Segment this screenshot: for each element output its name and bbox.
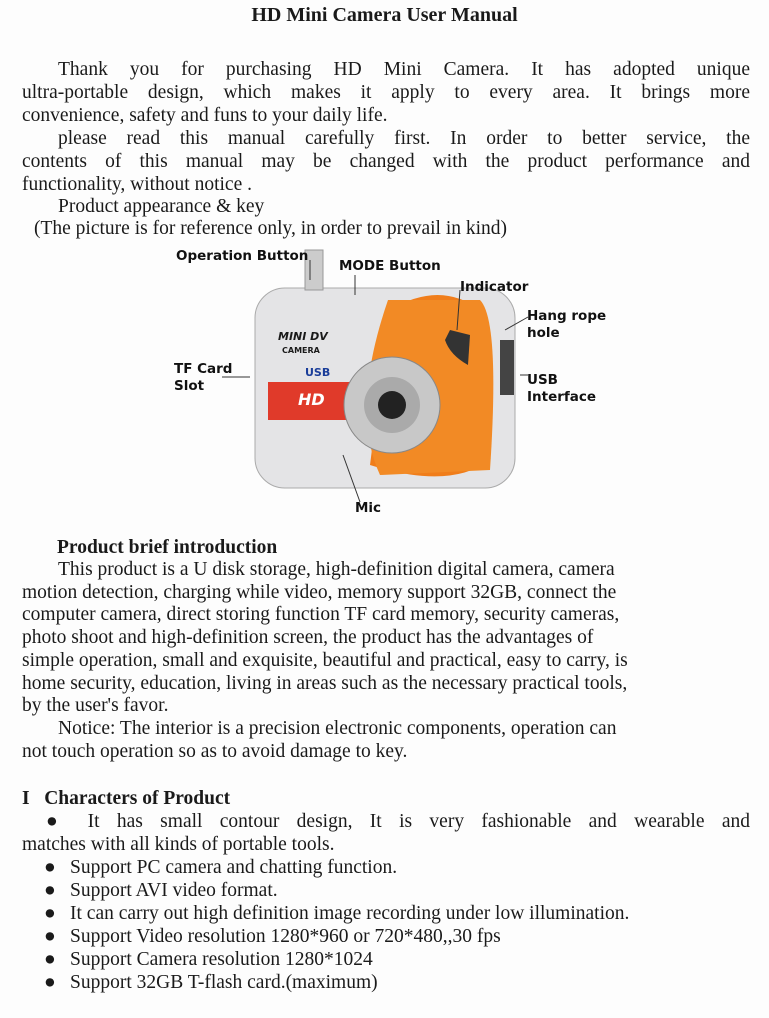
text-line: simple operation, small and exquisite, beautiful and practical, easy to carry, is [22, 649, 628, 671]
mic-label: Mic [355, 500, 382, 516]
indicator-label: Indicator [460, 279, 529, 295]
text-line: contents of this manual may be changed with the product performance and [22, 151, 750, 172]
bullet-icon: ● [46, 811, 88, 832]
label-line: hole [527, 325, 560, 341]
label-line: TF Card [174, 361, 233, 377]
intro-paragraph-2 [22, 127, 750, 196]
tf-card-label [174, 361, 232, 395]
section-title: I Characters of Product [22, 788, 231, 809]
text-line: Thank you for purchasing HD Mini Camera. It has adopted unique [58, 59, 750, 80]
list-item [22, 971, 750, 994]
brief-paragraph [22, 559, 722, 763]
bullet-icon: ● [44, 949, 56, 970]
bullet-icon: ● [44, 880, 56, 901]
list-item [22, 948, 750, 971]
text-line: functionality, without notice . [22, 174, 252, 195]
bullet-icon: ● [44, 926, 56, 947]
text-line: It has small contour design, It is very fashionable and wearable and [87, 811, 750, 832]
list-item-text: It can carry out high definition image recording under low illumination. [70, 903, 630, 924]
hang-rope-label [527, 308, 606, 342]
characters-list [22, 810, 750, 994]
text-line: please read this manual carefully first. In order to better service, the [58, 128, 750, 149]
appearance-label: Product appearance & key [58, 196, 265, 217]
intro-paragraph-1 [22, 58, 750, 127]
list-item-text: Support AVI video format. [70, 880, 278, 901]
text-line: ultra-portable design, which makes it apply to every area. It brings more [22, 82, 750, 103]
text-line: motion detection, charging while video, memory support 32GB, connect the [22, 581, 617, 603]
brief-heading: Product brief introduction [57, 537, 278, 558]
usb-logo-text: USB [305, 366, 331, 379]
list-item-text: Support Camera resolution 1280*1024 [70, 949, 373, 970]
text-line: home security, education, living in areas such as the necessary practical tools, [22, 672, 628, 694]
text-line: convenience, safety and funs to your daily life. [22, 105, 388, 126]
label-line: USB [527, 372, 558, 388]
picture-note: (The picture is for reference only, in order to prevail in kind) [34, 218, 508, 239]
list-item [22, 925, 750, 948]
label-line: Interface [527, 389, 597, 405]
camera-figure [160, 240, 620, 520]
usb-interface-label [527, 372, 596, 406]
text-line: computer camera, direct storing function TF card memory, security cameras, [22, 604, 620, 626]
mode-button-label: MODE Button [339, 258, 441, 274]
list-item [22, 879, 750, 902]
hd-text: HD [298, 390, 325, 409]
brand-text: MINI DV [278, 330, 328, 343]
label-line: Slot [174, 378, 205, 394]
camera-text: CAMERA [282, 346, 320, 355]
page-title: HD Mini Camera User Manual [251, 4, 518, 26]
text-line: photo shoot and high-definition screen, the product has the advantages of [22, 627, 594, 649]
list-item [22, 902, 750, 925]
text-line: by the user's favor. [22, 695, 169, 717]
bullet-icon: ● [44, 972, 56, 993]
list-item-text: Support 32GB T-flash card.(maximum) [70, 972, 378, 993]
list-item-text: Support PC camera and chatting function. [70, 857, 398, 878]
text-line: matches with all kinds of portable tools. [22, 834, 335, 855]
list-item [22, 856, 750, 879]
notice-line: Notice: The interior is a precision electronic components, operation can [58, 717, 617, 739]
operation-button-label: Operation Button [176, 248, 309, 264]
label-line: Hang rope [527, 308, 607, 324]
list-item-text: Support Video resolution 1280*960 or 720*480,,30 fps [70, 926, 501, 947]
text-line: This product is a U disk storage, high-definition digital camera, camera [58, 559, 615, 580]
bullet-icon: ● [44, 857, 56, 878]
bullet-icon: ● [44, 903, 56, 924]
notice-line: not touch operation so as to avoid damage to key. [22, 740, 408, 762]
section-heading [22, 787, 750, 810]
